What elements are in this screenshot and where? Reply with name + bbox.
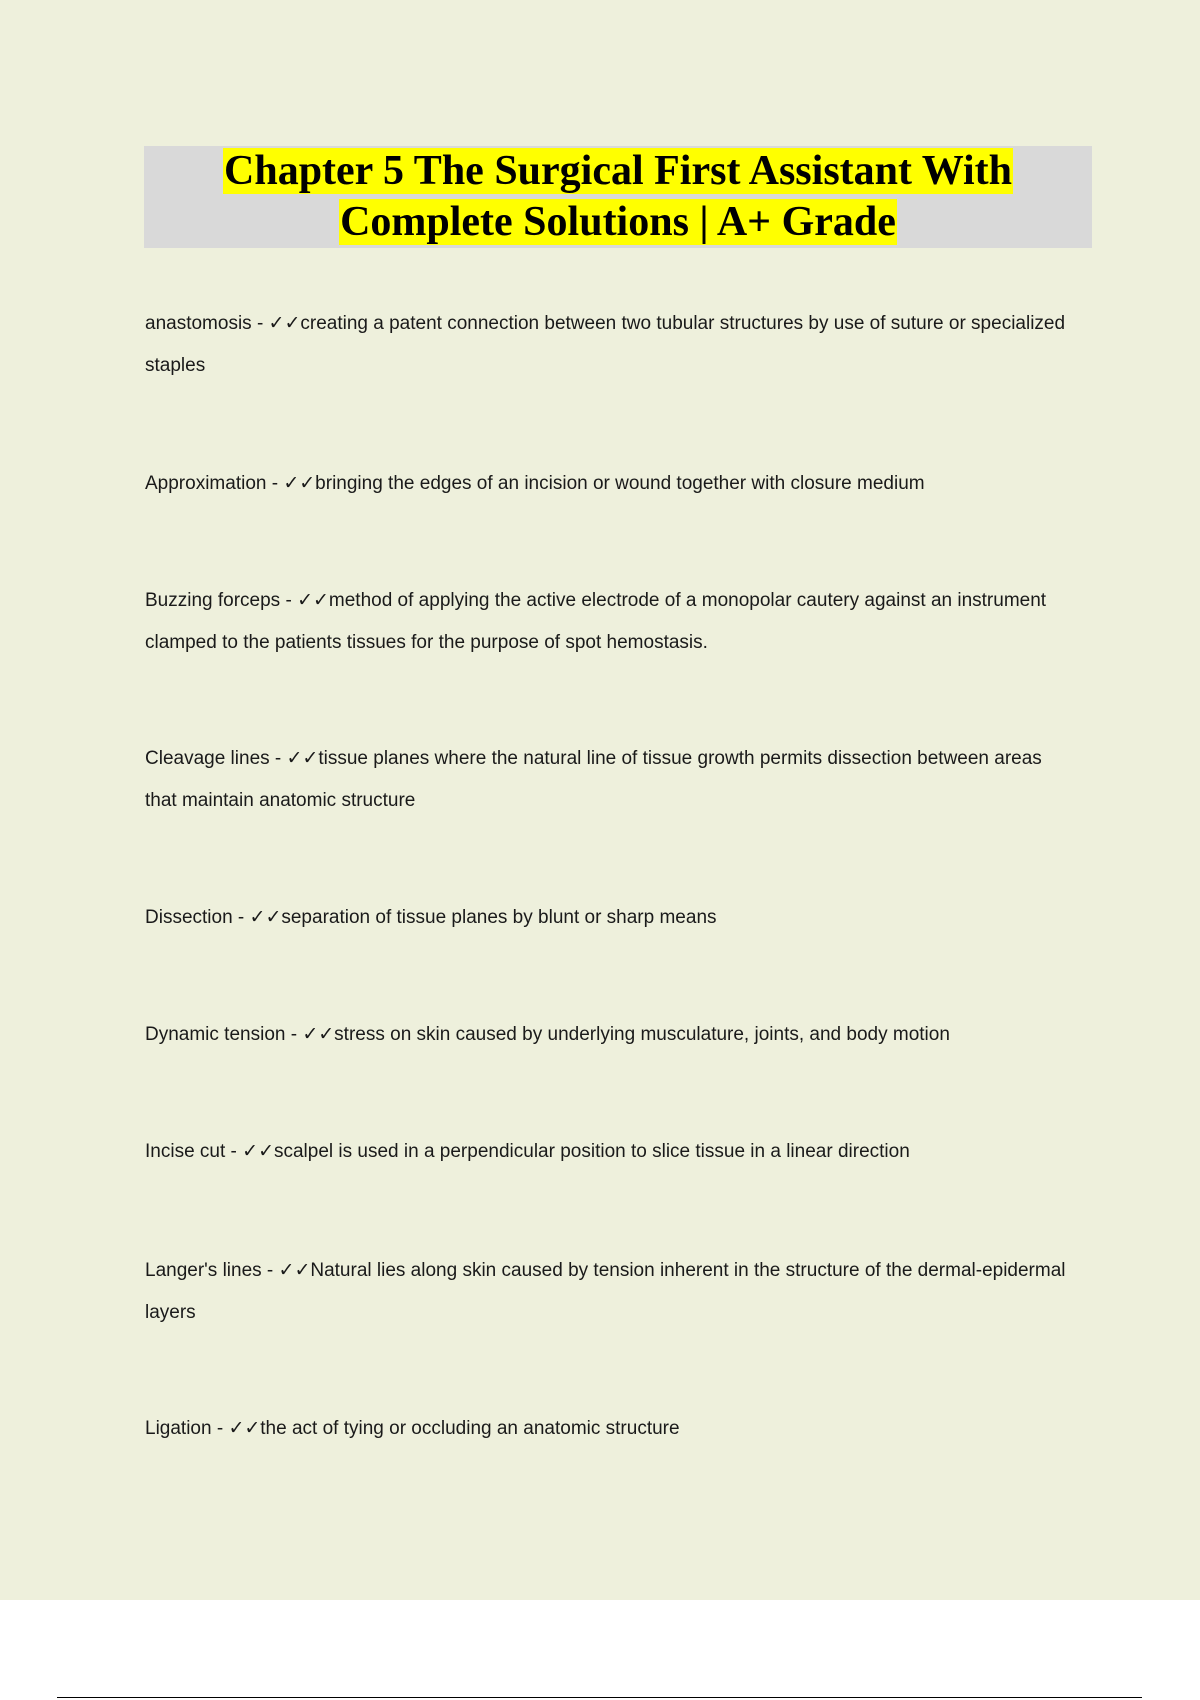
footer-rule <box>57 1697 1142 1698</box>
glossary-entry-dynamic-tension: Dynamic tension - ✓✓stress on skin caused by underlying musculature, joints, and body motion <box>145 1024 950 1045</box>
glossary-entry-ligation: Ligation - ✓✓the act of tying or occluding an anatomic structure <box>145 1418 680 1439</box>
glossary-entry-langers-lines: Langer's lines - ✓✓Natural lies along skin caused by tension inherent in the structure of the dermal-epidermal layers <box>145 1260 1066 1323</box>
title-line-2: Complete Solutions | A+ Grade <box>340 199 896 245</box>
glossary-entry-incise-cut: Incise cut - ✓✓scalpel is used in a perpendicular position to slice tissue in a linear direction <box>145 1141 910 1162</box>
document-title <box>144 146 1092 248</box>
glossary-entry-approximation: Approximation - ✓✓bringing the edges of an incision or wound together with closure medium <box>145 473 925 494</box>
glossary-entry-cleavage-lines: Cleavage lines - ✓✓tissue planes where the natural line of tissue growth permits dissection between areas that maintain anatomic structure <box>145 748 1042 811</box>
glossary-entry-buzzing-forceps: Buzzing forceps - ✓✓method of applying the active electrode of a monopolar cautery against an instrument clamped to the patients tissues for the purpose of spot hemostasis. <box>145 590 1047 653</box>
glossary-entry-anastomosis: anastomosis - ✓✓creating a patent connection between two tubular structures by use of suture or specialized staples <box>145 313 1066 376</box>
glossary-entry-dissection: Dissection - ✓✓separation of tissue planes by blunt or sharp means <box>145 907 717 928</box>
title-line-1: Chapter 5 The Surgical First Assistant With <box>224 148 1012 194</box>
